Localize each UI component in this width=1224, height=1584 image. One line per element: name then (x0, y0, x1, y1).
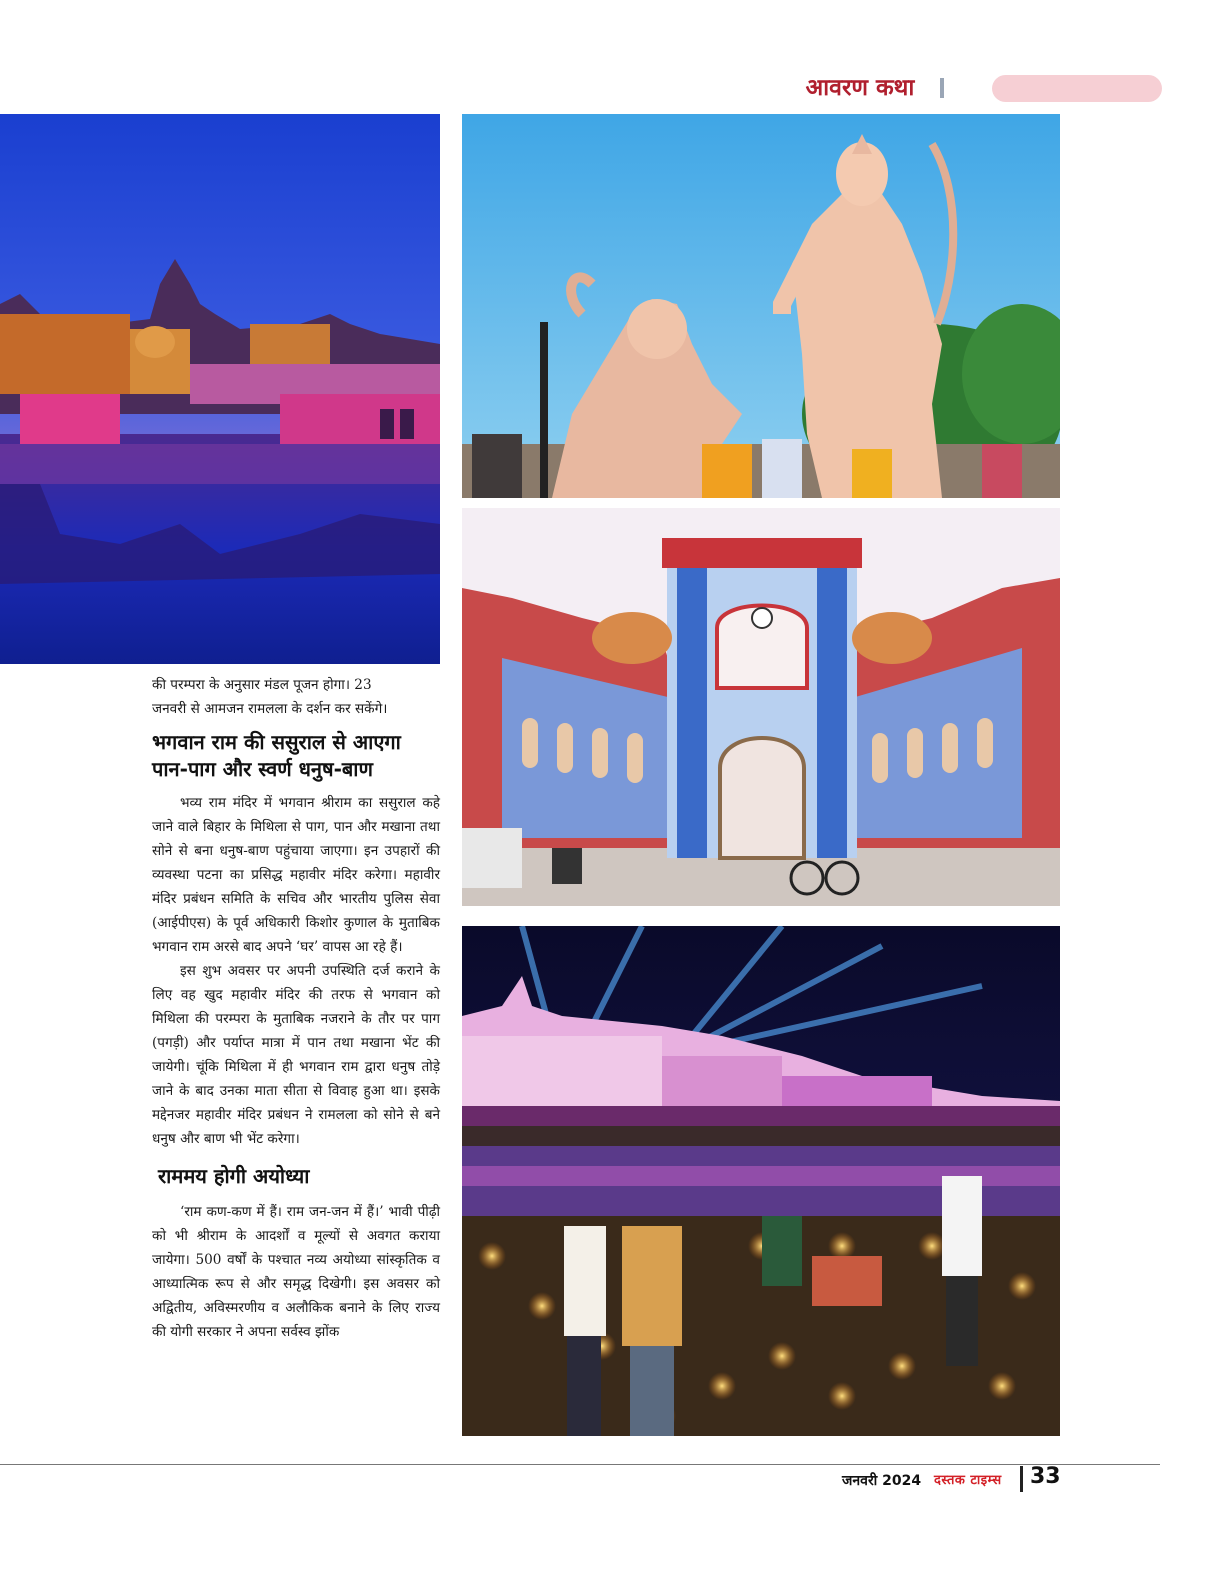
intro-line-1: की परम्परा के अनुसार मंडल पूजन होगा। 23 (152, 677, 372, 693)
article-column (152, 673, 440, 1344)
heading-sasural (152, 729, 440, 783)
janakpur-gate-photo (462, 508, 1060, 906)
footer-date: जनवरी 2024 (842, 1473, 922, 1489)
heading-sasural-line-2: पान-पाग और स्वर्ण धनुष-बाण (152, 757, 373, 781)
page-number: 33 (1030, 1464, 1061, 1489)
section-title: आवरण कथा (805, 75, 915, 101)
paragraph-3: ‘राम कण-कण में हैं। राम जन-जन में हैं।’ भावी पीढ़ी को भी श्रीराम के आदर्शों व मूल्यों से अवगत कराया जायेगा। 500 वर्षों के पश्चात नव्य अयोध्या सांस्कृतिक व आध्यात्मिक रूप से और समृद्ध दिखेगी। इस अवसर को अद्वितीय, अविस्मरणीय व अलौकिक बनाने के लिए राज्य की योगी सरकार ने अपना सर्वस्व झोंक (152, 1204, 440, 1340)
intro-line-2: जनवरी से आमजन रामलला के दर्शन कर सकेंगे। (152, 701, 388, 717)
paragraph-1: भव्य राम मंदिर में भगवान श्रीराम का ससुराल कहे जाने वाले बिहार के मिथिला से पाग, पान और मखाना तथा सोने से बना धनुष-बाण पहुंचाया जाएगा। इन उपहारों की व्यवस्था पटना का प्रसिद्ध महावीर मंदिर करेगा। महावीर मंदिर प्रबंधन समिति के सचिव और भारतीय पुलिस सेवा (आईपीएस) के पूर्व अधिकारी किशोर कुणाल के मुताबिक भगवान राम अरसे बाद अपने ‘घर’ वापस आ रहे हैं। (152, 795, 440, 955)
deepotsav-night-photo (462, 926, 1060, 1436)
heading-sasural-line-1: भगवान राम की ससुराल से आएगा (152, 730, 401, 754)
header-pill (992, 75, 1162, 102)
paragraph-2: इस शुभ अवसर पर अपनी उपस्थिति दर्ज कराने के लिए वह खुद महावीर मंदिर की तरफ से भगवान को मिथिला की परम्परा के मुताबिक नजराने के तौर पर पाग (पगड़ी) और पर्याप्त मात्रा में पान तथा मखाना भेंट की जायेगी। चूंकि मिथिला में ही भगवान राम द्वारा धनुष तोड़े जाने के बाद उनका माता सीता से विवाह हुआ था। इसके मद्देनजर महावीर मंदिर प्रबंधन ने रामलला को सोने से बने धनुष और बाण भी भेंट करेगा। (152, 963, 440, 1147)
ram-hanuman-statues-photo (462, 114, 1060, 498)
footer-brand-logo: दस्तक टाइम्स (934, 1473, 1002, 1488)
footer-rule (0, 1464, 1160, 1465)
header-divider (940, 78, 944, 98)
heading-rammay: राममय होगी अयोध्या (158, 1164, 310, 1188)
footer-divider (1020, 1466, 1023, 1492)
ghat-dusk-photo (0, 114, 440, 664)
